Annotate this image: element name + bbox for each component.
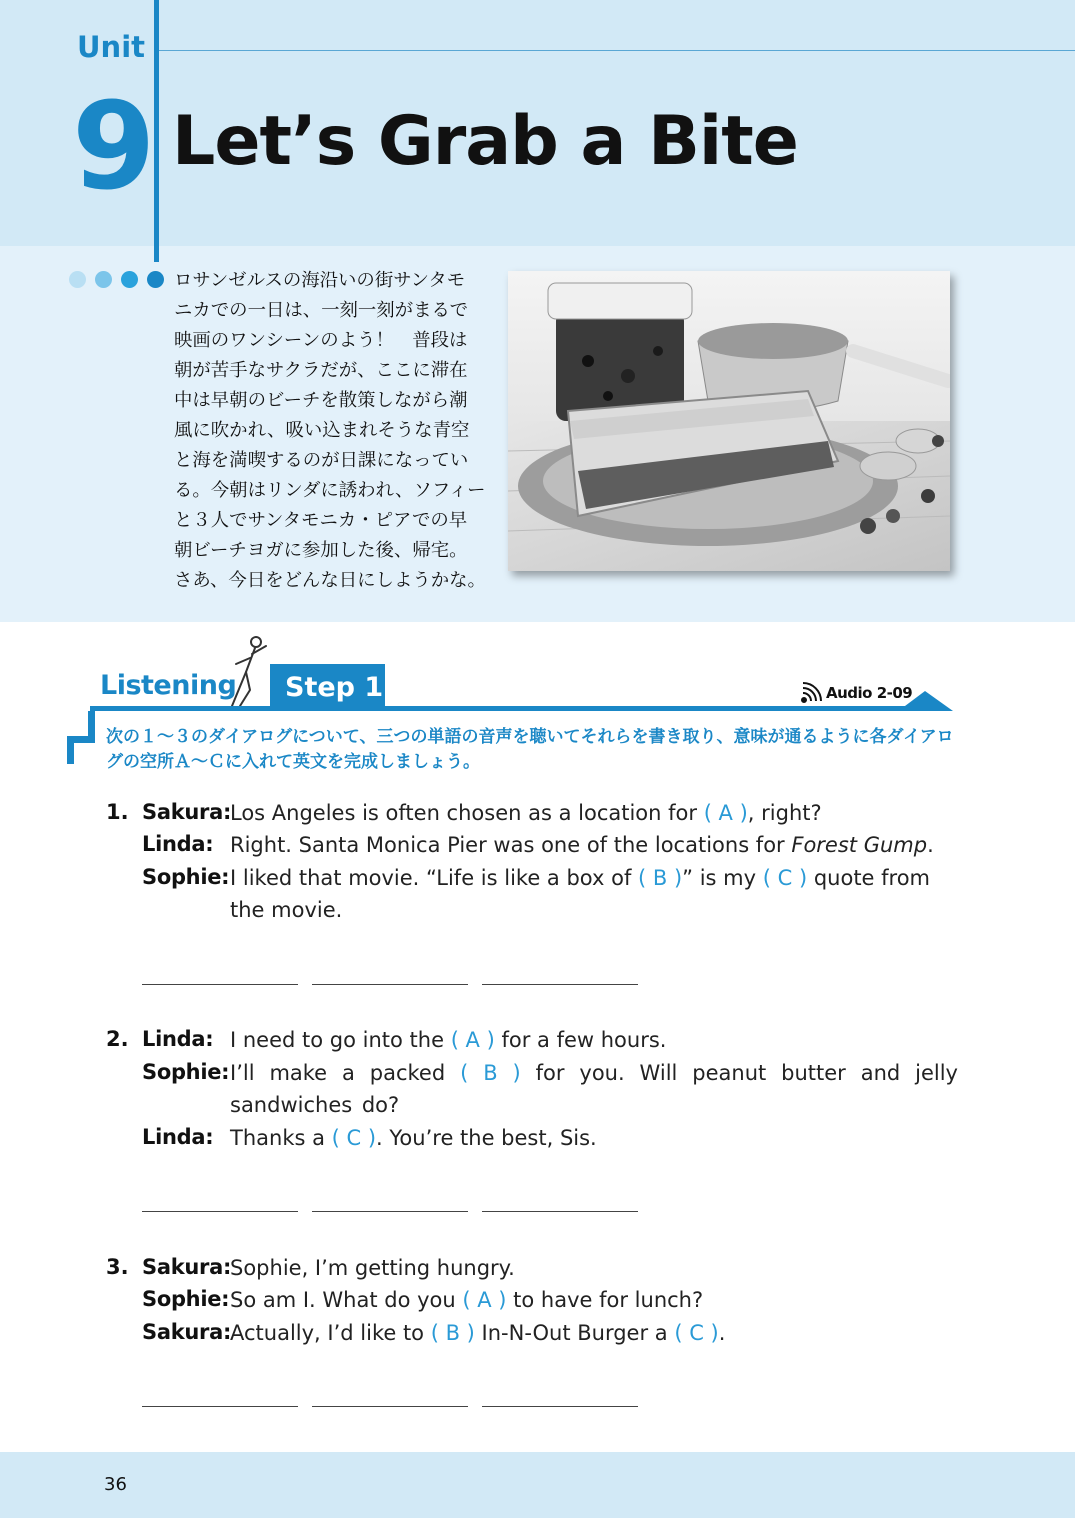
speaker-label: Sophie: (142, 1060, 230, 1084)
speaker-label: Sakura: (142, 1320, 232, 1344)
blank-b: ( B ) (460, 1061, 521, 1085)
dialogue-line: Sophie, I’m getting hungry. (230, 1256, 515, 1280)
answer-line[interactable] (142, 984, 298, 985)
intro-line: ニカでの一日は、一刻一刻がまるで (174, 300, 469, 321)
dot-icon (147, 271, 164, 288)
audio-icon[interactable] (801, 681, 823, 703)
dialogue-line: Actually, I’d like to ( B ) In-N-Out Burger a ( C ). (230, 1321, 726, 1345)
dialogue-number: 1. (106, 800, 129, 824)
header-divider-horizontal (159, 50, 1075, 51)
step-bar (90, 706, 925, 711)
bracket-decoration (67, 736, 74, 764)
dialogue-line: I’ll make a packed ( B ) for you. Will peanut butter and jelly sandwiches do? (230, 1061, 958, 1117)
speaker-label: Sakura: (142, 800, 232, 824)
intro-line: と３人でサンタモニカ・ピアでの早 (174, 510, 468, 531)
blank-c: ( C ) (331, 1126, 377, 1150)
listening-label: Listening (100, 670, 237, 701)
speaker-label: Linda: (142, 832, 214, 856)
dialogue-line: Los Angeles is often chosen as a location for ( A ), right? (230, 801, 822, 825)
intro-line: 中は早朝のビーチを散策しながら潮 (174, 390, 468, 411)
movie-title: Forest Gump (791, 833, 928, 857)
blank-a: ( A ) (450, 1028, 495, 1052)
instructions: 次の１～３のダイアログについて、三つの単語の音声を聴いてそれらを書き取り、意味が通るように各ダイアログの空所Ａ～Ｃに入れて英文を完成しましょう。 (106, 727, 954, 772)
dot-icon (69, 271, 86, 288)
dialogue-number: 2. (106, 1027, 129, 1051)
answer-line[interactable] (482, 984, 638, 985)
speaker-label: Sophie: (142, 1287, 230, 1311)
audio-track-label[interactable]: Audio 2-09 (826, 684, 913, 702)
unit-label: Unit (77, 30, 145, 64)
answer-line[interactable] (312, 1211, 468, 1212)
header-divider-vertical (154, 0, 159, 262)
sandwich-photo (508, 271, 950, 571)
answer-line[interactable] (312, 1406, 468, 1407)
blank-a: ( A ) (703, 801, 748, 825)
footer-band (0, 1452, 1075, 1518)
answer-line[interactable] (142, 1406, 298, 1407)
blank-a: ( A ) (462, 1288, 507, 1312)
intro-line: 映画のワンシーンのよう！ 普段は (174, 330, 468, 351)
dialogue-line: So am I. What do you ( A ) to have for lunch? (230, 1288, 704, 1312)
answer-line[interactable] (482, 1211, 638, 1212)
dialogue-line: I need to go into the ( A ) for a few hours. (230, 1028, 667, 1052)
blank-c: ( C ) (762, 866, 808, 890)
intro-line: 朝が苦手なサクラだが、ここに滞在 (174, 360, 468, 381)
page-number: 36 (104, 1474, 127, 1495)
answer-line[interactable] (142, 1211, 298, 1212)
step-label: Step 1 (285, 672, 384, 703)
speaker-label: Linda: (142, 1027, 214, 1051)
speaker-label: Sakura: (142, 1255, 232, 1279)
dialogue-line: Thanks a ( C ). You’re the best, Sis. (230, 1126, 597, 1150)
blank-b: ( B ) (638, 866, 683, 890)
intro-line: と海を満喫するのが日課になってい (174, 450, 469, 471)
intro-line: 朝ビーチヨガに参加した後、帰宅。 (174, 540, 468, 561)
intro-paragraph (174, 266, 494, 596)
dot-icon (121, 271, 138, 288)
unit-number: 9 (72, 78, 152, 217)
dialogue-line: I liked that movie. “Life is like a box of ( B )” is my ( C ) quote from the movie. (230, 866, 931, 922)
blank-c: ( C ) (674, 1321, 719, 1345)
speaker-label: Linda: (142, 1125, 214, 1149)
answer-line[interactable] (482, 1406, 638, 1407)
intro-line: る。今朝はリンダに誘われ、ソフィー (174, 480, 486, 501)
dialogue-line: Right. Santa Monica Pier was one of the locations for Forest Gump. (230, 833, 934, 857)
sandwich-photo-svg (508, 271, 950, 571)
blank-b: ( B ) (430, 1321, 475, 1345)
speaker-label: Sophie: (142, 865, 230, 889)
dialogue-number: 3. (106, 1255, 129, 1279)
intro-line: ロサンゼルスの海沿いの街サンタモ (174, 270, 466, 291)
runner-icon (222, 634, 272, 710)
dot-icon (95, 271, 112, 288)
intro-line: さあ、今日をどんな日にしようかな。 (174, 570, 486, 591)
answer-line[interactable] (312, 984, 468, 985)
intro-line: 風に吹かれ、吸い込まれそうな青空 (174, 420, 470, 441)
page-title: Let’s Grab a Bite (172, 102, 798, 181)
